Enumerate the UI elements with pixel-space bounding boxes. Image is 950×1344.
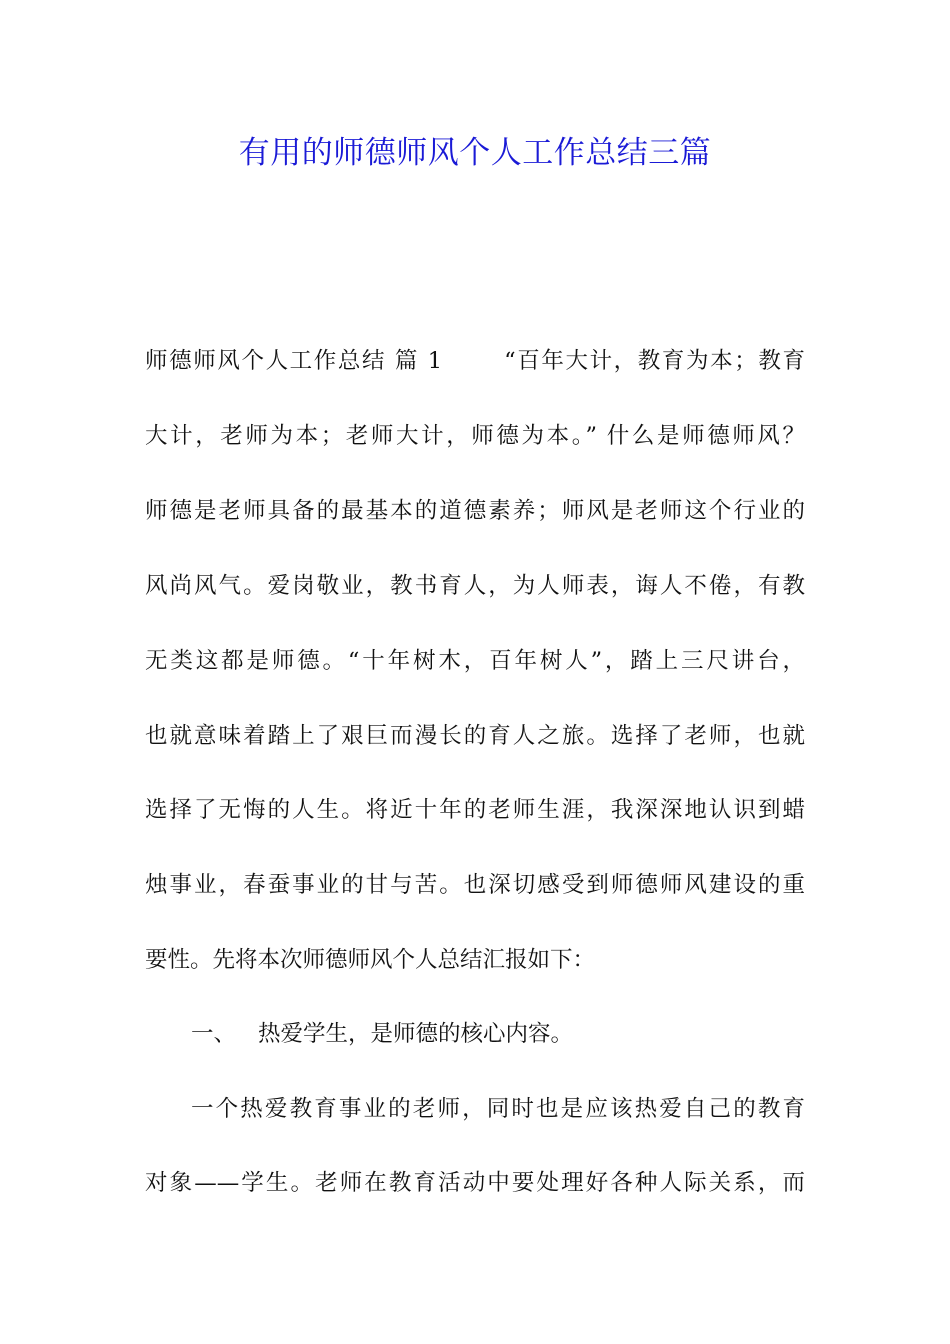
- quote-text: “百年大计，教育为本；教育: [504, 348, 805, 374]
- paragraph-line-10: 一个热爱教育事业的老师，同时也是应该热爱自己的教育: [191, 1096, 805, 1122]
- paragraph-line-1: [145, 341, 805, 381]
- numbered-heading-1: [145, 1014, 805, 1054]
- paragraph-line-3: 师德是老师具备的最基本的道德素养；师风是老师这个行业的: [145, 498, 805, 524]
- paragraph-line-5: 无类这都是师德。“十年树木，百年树人”，踏上三尺讲台，: [145, 648, 805, 674]
- paragraph-line-7: 选择了无悔的人生。将近十年的老师生涯，我深深地认识到蜡: [145, 797, 805, 823]
- paragraph-line-6: 也就意味着踏上了艰巨而漫长的育人之旅。选择了老师，也就: [145, 723, 805, 749]
- heading-text: 热爱学生，是师德的核心内容。: [258, 1021, 574, 1047]
- paragraph-line-2: 大计，老师为本；老师大计，师德为本。” 什么是师德师风？: [145, 423, 805, 449]
- heading-number: 一、: [191, 1021, 237, 1047]
- document-title: 有用的师德师风个人工作总结三篇: [238, 135, 712, 171]
- paragraph-line-4: 风尚风气。爱岗敬业，教书育人，为人师表，诲人不倦，有教: [145, 573, 805, 599]
- paragraph-line-9: 要性。先将本次师德师风个人总结汇报如下：: [145, 947, 596, 973]
- section-heading: 师德师风个人工作总结 篇 1: [145, 348, 443, 374]
- paragraph-line-11: 对象——学生。老师在教育活动中要处理好各种人际关系，而: [145, 1170, 805, 1196]
- paragraph-line-8: 烛事业，春蚕事业的甘与苦。也深切感受到师德师风建设的重: [145, 872, 805, 898]
